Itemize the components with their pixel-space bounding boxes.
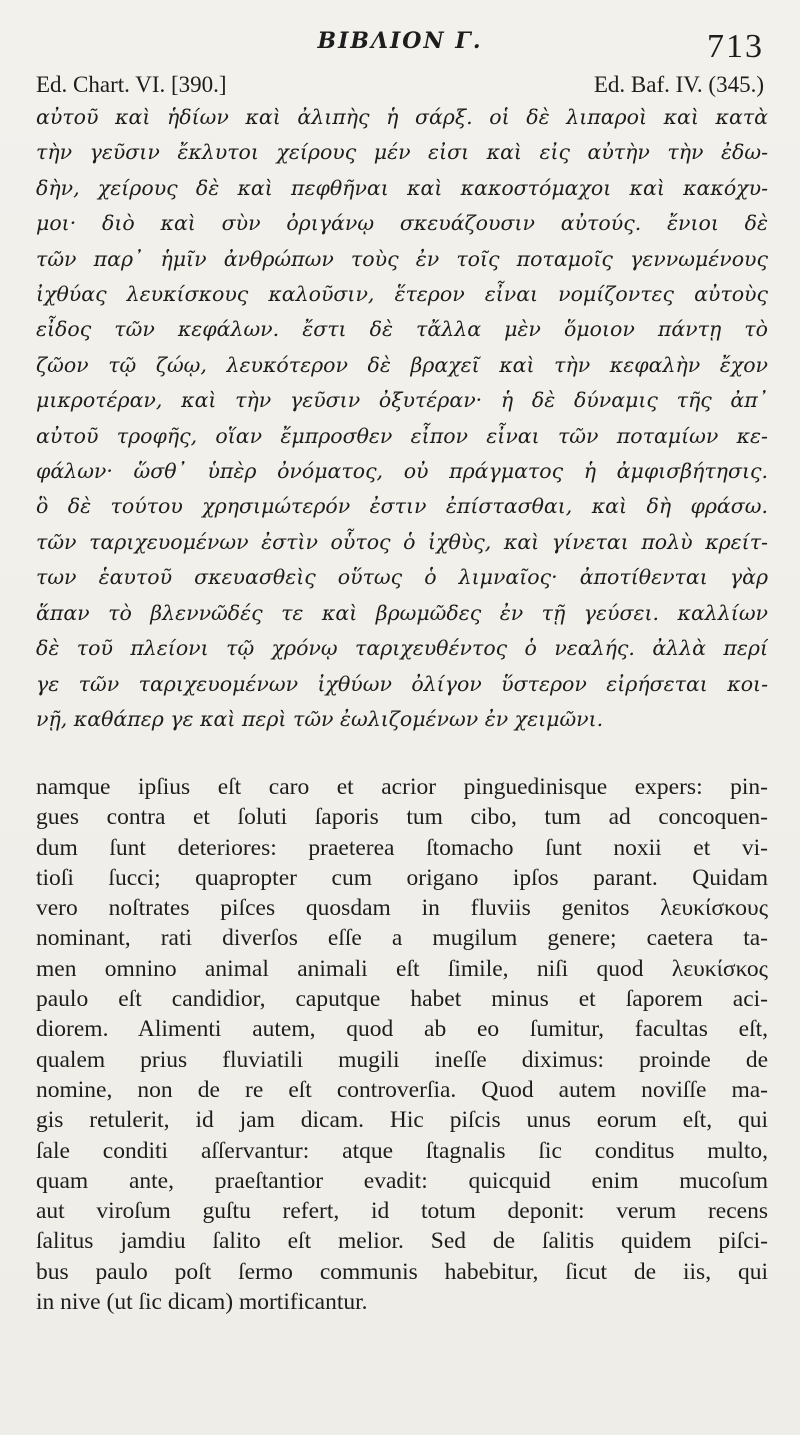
greek-line: αὐτοῦ τροφῆς, οἵαν ἔμπροσθεν εἶπον εἶναι τῶν ποταμίων κε-: [36, 423, 768, 448]
greek-line: τῶν παρ᾽ ἡμῖν ἀνθρώπων τοὺς ἐν τοῖς ποταμοῖς γεννωμένους: [36, 246, 768, 271]
greek-line: γε τῶν ταριχευομένων ἰχθύων ὀλίγον ὕστερον εἰρήσεται κοι-: [36, 671, 768, 696]
latin-line: in nive (ut ſic dicam) mortificantur.: [36, 1289, 368, 1316]
greek-line: μοι· διὸ καὶ σὺν ὀριγάνῳ σκευάζουσιν αὐτούς. ἔνιοι δὲ: [36, 211, 768, 236]
latin-line: nominant, rati diverſos eſſe a mugilum genere; caetera ta-: [36, 925, 768, 952]
latin-line: vero noſtrates piſces quosdam in fluviis genitos λευκίσκους: [36, 895, 768, 922]
latin-line: gues contra et ſoluti ſaporis tum cibo, tum ad concoquen-: [36, 804, 768, 831]
latin-line: gis retulerit, id jam dicam. Hic piſcis unus eorum eſt, qui: [36, 1107, 768, 1134]
greek-line: εἶδος τῶν κεφάλων. ἔστι δὲ τἄλλα μὲν ὅμοιον πάντῃ τὸ: [36, 317, 768, 342]
latin-line: aut viroſum guſtu refert, id totum deponit: verum recens: [36, 1198, 768, 1225]
greek-line: των ἑαυτοῦ σκευασθεὶς οὕτως ὁ λιμναῖος· ἀποτίθενται γὰρ: [36, 565, 768, 590]
greek-line: ἰχθύας λευκίσκους καλοῦσιν, ἕτερον εἶναι νομίζοντες αὐτοὺς: [36, 282, 768, 307]
edition-reference-chart: Ed. Chart. VI. [390.]: [36, 72, 227, 97]
greek-line: τὴν γεῦσιν ἔκλυτοι χείρους μέν εἰσι καὶ εἰς αὐτὴν τὴν ἐδω-: [36, 140, 768, 165]
greek-line: νῇ, καθάπερ γε καὶ περὶ τῶν ἐωλιζομένων ἐν χειμῶνι.: [36, 706, 604, 731]
greek-line: φάλων· ὥσθ᾽ ὑπὲρ ὀνόματος, οὐ πράγματος ἡ ἀμφισβήτησις.: [36, 459, 768, 484]
running-head: ΒΙΒΛΙΟΝ Γ.: [317, 28, 483, 54]
greek-line: δὲ τοῦ πλείονι τῷ χρόνῳ ταριχευθέντος ὁ νεαλής. ἀλλὰ περί: [36, 636, 768, 661]
latin-line: quam ante, praeſtantior evadit: quicquid enim mucoſum: [36, 1167, 768, 1194]
greek-line: ἅπαν τὸ βλεννῶδές τε καὶ βρωμῶδες ἐν τῇ γεύσει. καλλίων: [36, 600, 768, 625]
greek-line: ὃ δὲ τούτου χρησιμώτερόν ἐστιν ἐπίστασθαι, καὶ δὴ φράσω.: [36, 494, 768, 519]
latin-line: tioſi ſucci; quapropter cum origano ipſos parant. Quidam: [36, 864, 768, 891]
latin-line: nomine, non de re eſt controverſia. Quod autem noviſſe ma-: [36, 1076, 768, 1103]
greek-line: δὴν, χείρους δὲ καὶ πεφθῆναι καὶ κακοστόμαχοι καὶ κακόχυ-: [36, 175, 768, 200]
latin-line: paulo eſt candidior, caputque habet minus et ſaporem aci-: [36, 986, 768, 1013]
latin-line: bus paulo poſt ſermo communis habebitur, ſicut de iis, qui: [36, 1258, 768, 1285]
greek-line: αὐτοῦ καὶ ἡδίων καὶ ἀλιπὴς ἡ σάρξ. οἱ δὲ λιπαροὶ καὶ κατὰ: [36, 105, 768, 129]
latin-line: qualem prius fluviatili mugili ineſſe diximus: proinde de: [36, 1046, 768, 1073]
greek-line: τῶν ταριχευομένων ἐστὶν οὗτος ὁ ἰχθὺς, καὶ γίνεται πολὺ κρείτ-: [36, 529, 768, 554]
latin-line: diorem. Alimenti autem, quod ab eo ſumitur, facultas eſt,: [36, 1016, 768, 1043]
latin-line: men omnino animal animali eſt ſimile, niſi quod λευκίσκος: [36, 955, 768, 982]
latin-line: ſale conditi aſſervantur: atque ſtagnalis ſic conditus multo,: [36, 1137, 768, 1164]
page-number: 713: [707, 28, 764, 65]
latin-line: ſalitus jamdiu ſalito eſt melior. Sed de ſalitis quidem piſci-: [36, 1228, 768, 1255]
latin-line: namque ipſius eſt caro et acrior pinguedinisque expers: pin-: [36, 774, 768, 800]
latin-text-block: [36, 772, 768, 1317]
greek-text-block: [36, 100, 768, 737]
latin-line: dum ſunt deteriores: praeterea ſtomacho ſunt noxii et vi-: [36, 834, 768, 861]
greek-line: ζῶον τῷ ζώῳ, λευκότερον δὲ βραχεῖ καὶ τὴν κεφαλὴν ἔχον: [36, 352, 768, 377]
greek-line: μικροτέραν, καὶ τὴν γεῦσιν ὀξυτέραν· ἡ δὲ δύναμις τῆς ἀπ᾽: [36, 388, 768, 413]
edition-reference-basel: Ed. Baf. IV. (345.): [593, 72, 764, 97]
